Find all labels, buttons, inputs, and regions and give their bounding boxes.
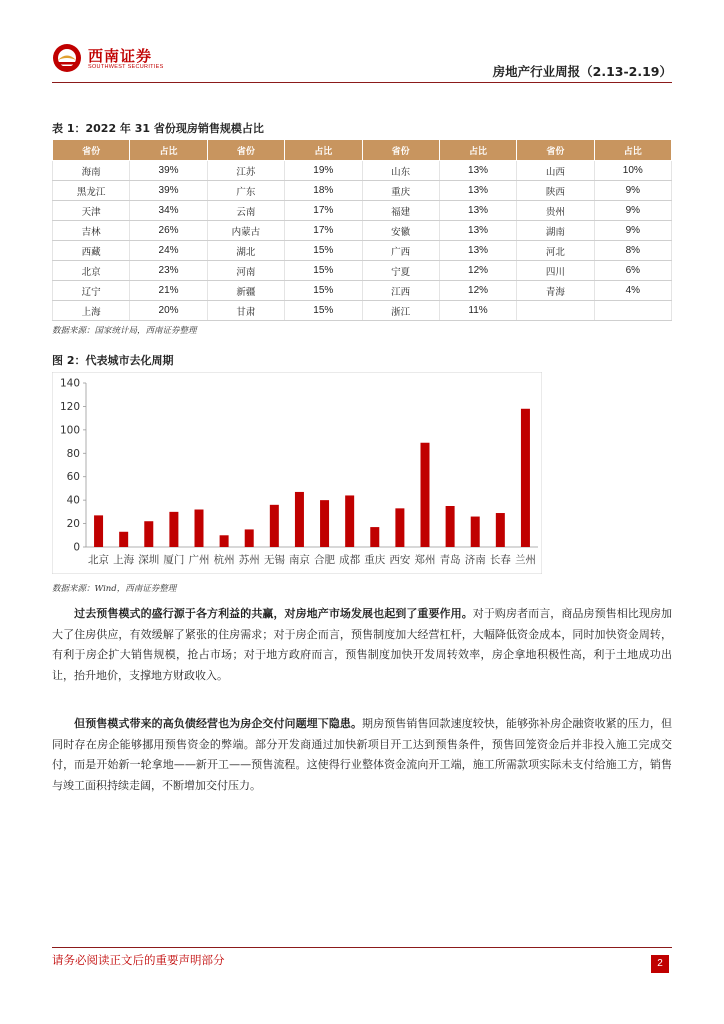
share-cell: 10% [594,161,671,181]
province-cell: 浙江 [362,301,439,321]
share-cell: 39% [130,161,207,181]
province-cell: 陕西 [517,181,594,201]
column-header: 占比 [594,140,671,161]
chart-title: 图 2：代表城市去化周期 [52,354,174,367]
province-cell: 新疆 [207,281,284,301]
x-tick-label: 重庆 [364,554,386,566]
province-cell: 河南 [207,261,284,281]
share-cell: 13% [439,241,516,261]
bar [270,505,279,547]
disclaimer-note: 请务必阅读正文后的重要声明部分 [52,953,225,967]
y-tick-label: 40 [66,494,80,507]
paragraph-body: 对于购房者而言，商品房预售相比现房加大了住房供应，有效缓解了紧张的住房需求；对于房企而言，预售制度加大经营杠杆，大幅降低资金成本，同时加快资金周转，有利于房企扩大销售规模，抢占市场；对于地方政府而言，预售制度加快开发周转效率，房企拿地积极性高，利于土地成功出让，抬升地价，支撑地方财政收入。 [52,607,673,682]
paragraph-lead: 过去预售模式的盛行源于各方利益的共赢，对房地产市场发展也起到了重要作用。 [74,607,473,620]
share-cell: 9% [594,201,671,221]
column-header: 省份 [53,140,130,161]
province-cell: 四川 [517,261,594,281]
share-cell: 18% [285,181,362,201]
chart-source-note: 数据来源：Wind，西南证券整理 [52,584,177,594]
province-cell: 河北 [517,241,594,261]
province-cell [517,301,594,321]
province-cell: 宁夏 [362,261,439,281]
bar [496,513,505,547]
paragraph-presale-benefits [52,604,672,686]
bar [169,512,178,547]
province-cell: 吉林 [53,221,130,241]
share-cell: 19% [285,161,362,181]
province-cell: 天津 [53,201,130,221]
share-cell: 39% [130,181,207,201]
y-tick-label: 0 [73,541,80,554]
table-source-note: 数据来源：国家统计局，西南证券整理 [52,326,197,336]
province-cell: 云南 [207,201,284,221]
share-cell: 13% [439,161,516,181]
header-divider [52,82,672,83]
column-header: 省份 [517,140,594,161]
x-tick-label: 无锡 [263,554,285,566]
logo-text: 西南证券 [88,47,153,65]
share-cell: 6% [594,261,671,281]
paragraph-body: 期房预售销售回款速度较快，能够弥补房企融资收紧的压力，但同时存在房企能够挪用预售资金的弊端。部分开发商通过加快新项目开工达到预售条件，预售回笼资金后并非投入施工完成交付，而是开始新一轮拿地——新开工——预售流程。这使得行业整体资金流向开工端，施工所需款项实际未支付给施工方，销售与竣工面积持续走阔，不断增加交付压力。 [52,717,673,792]
column-header: 占比 [130,140,207,161]
report-title: 房地产行业周报（2.13-2.19） [492,64,672,79]
y-tick-label: 140 [59,377,80,390]
province-cell: 黑龙江 [53,181,130,201]
page-number: 2 [651,955,669,973]
share-cell: 9% [594,181,671,201]
province-cell: 西藏 [53,241,130,261]
bar [345,495,354,547]
share-cell: 17% [285,221,362,241]
share-cell: 12% [439,261,516,281]
share-cell: 34% [130,201,207,221]
footer-divider [52,947,672,948]
table-row [53,261,672,281]
y-tick-label: 20 [66,518,80,531]
province-cell: 山西 [517,161,594,181]
x-tick-label: 厦门 [163,554,185,566]
share-cell: 13% [439,221,516,241]
x-tick-label: 济南 [464,554,486,566]
table-row [53,201,672,221]
share-cell: 23% [130,261,207,281]
table-title: 表 1：2022 年 31 省份现房销售规模占比 [52,122,264,135]
bar [144,521,153,547]
table-row [53,221,672,241]
bar [220,535,229,547]
province-cell: 重庆 [362,181,439,201]
province-cell: 江西 [362,281,439,301]
bar [119,532,128,547]
y-tick-label: 80 [66,447,80,460]
x-tick-label: 广州 [188,554,210,566]
province-cell: 内蒙古 [207,221,284,241]
table-row [53,301,672,321]
province-cell: 青海 [517,281,594,301]
x-tick-label: 北京 [88,554,110,566]
x-tick-label: 兰州 [514,554,536,566]
table-row [53,181,672,201]
share-cell: 15% [285,301,362,321]
x-tick-label: 郑州 [414,554,436,566]
share-cell: 24% [130,241,207,261]
x-tick-label: 杭州 [213,554,235,566]
x-tick-label: 上海 [113,554,135,566]
bar [245,529,254,547]
share-cell: 15% [285,261,362,281]
column-header: 占比 [439,140,516,161]
province-cell: 山东 [362,161,439,181]
share-cell [594,301,671,321]
logo-subtext: SOUTHWEST SECURITIES [88,64,164,70]
x-tick-label: 合肥 [314,554,336,566]
y-tick-label: 60 [66,471,80,484]
table-row [53,241,672,261]
province-cell: 海南 [53,161,130,181]
bar [521,409,530,547]
table-header-row [53,140,672,161]
bar [195,510,204,547]
province-cell: 辽宁 [53,281,130,301]
y-tick-label: 100 [59,424,80,437]
province-cell: 广东 [207,181,284,201]
share-cell: 4% [594,281,671,301]
table-row [53,281,672,301]
share-cell: 9% [594,221,671,241]
bar [94,515,103,547]
share-cell: 13% [439,181,516,201]
share-cell: 21% [130,281,207,301]
x-tick-label: 青岛 [439,554,461,566]
bar [395,508,404,547]
x-tick-label: 长春 [489,554,511,566]
share-cell: 12% [439,281,516,301]
bar [295,492,304,547]
share-cell: 15% [285,241,362,261]
bar [320,500,329,547]
x-tick-label: 南京 [288,554,310,566]
x-tick-label: 西安 [389,554,411,566]
x-tick-label: 成都 [339,554,361,566]
x-tick-label: 深圳 [138,554,160,566]
province-cell: 福建 [362,201,439,221]
y-tick-label: 120 [59,400,80,413]
paragraph-lead: 但预售模式带来的高负债经营也为房企交付问题埋下隐患。 [74,717,363,730]
share-cell: 26% [130,221,207,241]
share-cell: 15% [285,281,362,301]
sales-share-table [52,139,672,321]
bar [370,527,379,547]
paragraph-presale-risks [52,714,672,796]
column-header: 占比 [285,140,362,161]
province-cell: 广西 [362,241,439,261]
inventory-cycle-chart [52,372,542,574]
share-cell: 17% [285,201,362,221]
share-cell: 13% [439,201,516,221]
column-header: 省份 [362,140,439,161]
province-cell: 湖北 [207,241,284,261]
province-cell: 湖南 [517,221,594,241]
province-cell: 江苏 [207,161,284,181]
province-cell: 北京 [53,261,130,281]
bar [421,443,430,547]
logo-icon [52,43,82,73]
province-cell: 甘肃 [207,301,284,321]
x-tick-label: 苏州 [238,554,260,566]
province-cell: 上海 [53,301,130,321]
province-cell: 安徽 [362,221,439,241]
column-header: 省份 [207,140,284,161]
share-cell: 11% [439,301,516,321]
share-cell: 8% [594,241,671,261]
table-row [53,161,672,181]
share-cell: 20% [130,301,207,321]
bar [446,506,455,547]
province-cell: 贵州 [517,201,594,221]
bar [471,517,480,547]
